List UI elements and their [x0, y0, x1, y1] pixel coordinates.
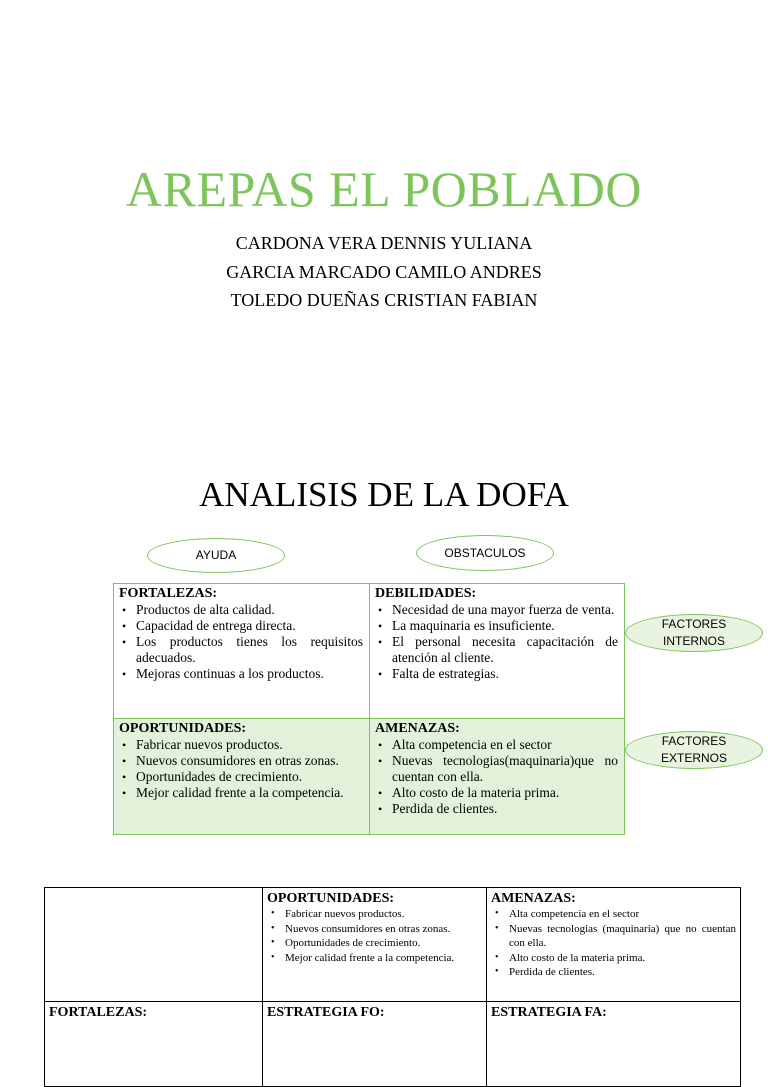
author-list: [0, 229, 768, 315]
matrix-oportunidades-cell: [263, 888, 487, 1002]
fortalezas-heading: FORTALEZAS:: [119, 586, 218, 601]
document-title: AREPAS EL POBLADO: [126, 161, 642, 217]
empty-corner-cell: [45, 888, 263, 1002]
matrix-amenazas-cell: [487, 888, 741, 1002]
obstaculos-label: OBSTACULOS: [416, 535, 554, 571]
list-item: • El personal necesita capacitación de atención al cliente.: [392, 634, 618, 666]
factores-internos-label: FACTORES INTERNOS: [625, 614, 763, 652]
estrategia-fo-heading: ESTRATEGIA FO:: [267, 1005, 385, 1020]
list-item: • Fabricar nuevos productos.: [136, 737, 363, 753]
debilidades-heading: DEBILIDADES:: [375, 586, 477, 601]
list-item: • Los productos tienes los requisitos adecuados.: [136, 634, 363, 666]
factores-externos-label: FACTORES EXTERNOS: [625, 731, 763, 769]
list-item: • Alta competencia en el sector: [392, 737, 618, 753]
list-item: • Alta competencia en el sector: [509, 907, 736, 922]
list-item: • Capacidad de entrega directa.: [136, 618, 363, 634]
amenazas-cell: [369, 718, 624, 834]
list-item: • Productos de alta calidad.: [136, 602, 363, 618]
oportunidades-cell: [114, 718, 369, 834]
section-title: ANALISIS DE LA DOFA: [199, 475, 569, 514]
list-item: • Mejoras continuas a los productos.: [136, 666, 363, 682]
author-name: CARDONA VERA DENNIS YULIANA: [235, 233, 533, 253]
list-item: • Alto costo de la materia prima.: [392, 785, 618, 801]
estrategia-fo-cell: [263, 1002, 487, 1087]
matrix-oportunidades-heading: OPORTUNIDADES:: [267, 891, 395, 906]
list-item: • Nuevos consumidores en otras zonas.: [285, 922, 482, 937]
list-item: • Fabricar nuevos productos.: [285, 907, 482, 922]
matrix-fortalezas-cell: [45, 1002, 263, 1087]
list-item: • Perdida de clientes.: [392, 801, 618, 817]
oportunidades-heading: OPORTUNIDADES:: [119, 721, 247, 736]
estrategia-fa-cell: [487, 1002, 741, 1087]
author-name: TOLEDO DUEÑAS CRISTIAN FABIAN: [230, 290, 538, 310]
list-item: • Nuevas tecnologias(maquinaria)que no cuentan con ella.: [392, 753, 618, 785]
list-item: • Necesidad de una mayor fuerza de venta.: [392, 602, 618, 618]
matrix-fortalezas-heading: FORTALEZAS:: [49, 1005, 148, 1020]
debilidades-cell: [369, 584, 624, 718]
list-item: • Perdida de clientes.: [509, 965, 736, 980]
ayuda-label: AYUDA: [147, 538, 285, 573]
list-item: • La maquinaria es insuficiente.: [392, 618, 618, 634]
list-item: • Falta de estrategias.: [392, 666, 618, 682]
strategy-matrix: [44, 887, 741, 1087]
list-item: • Oportunidades de crecimiento.: [136, 769, 363, 785]
estrategia-fa-heading: ESTRATEGIA FA:: [491, 1005, 607, 1020]
list-item: • Mejor calidad frente a la competencia.: [136, 785, 363, 801]
author-name: GARCIA MARCADO CAMILO ANDRES: [226, 261, 542, 282]
list-item: • Mejor calidad frente a la competencia.: [285, 951, 482, 966]
list-item: • Nuevos consumidores en otras zonas.: [136, 753, 363, 769]
list-item: • Oportunidades de crecimiento.: [285, 936, 482, 951]
dofa-matrix: [113, 583, 625, 835]
list-item: • Nuevas tecnologias (maquinaria) que no cuentan con ella.: [509, 922, 736, 951]
fortalezas-cell: [114, 584, 369, 718]
amenazas-heading: AMENAZAS:: [375, 721, 460, 736]
list-item: • Alto costo de la materia prima.: [509, 951, 736, 966]
matrix-amenazas-heading: AMENAZAS:: [491, 891, 576, 906]
